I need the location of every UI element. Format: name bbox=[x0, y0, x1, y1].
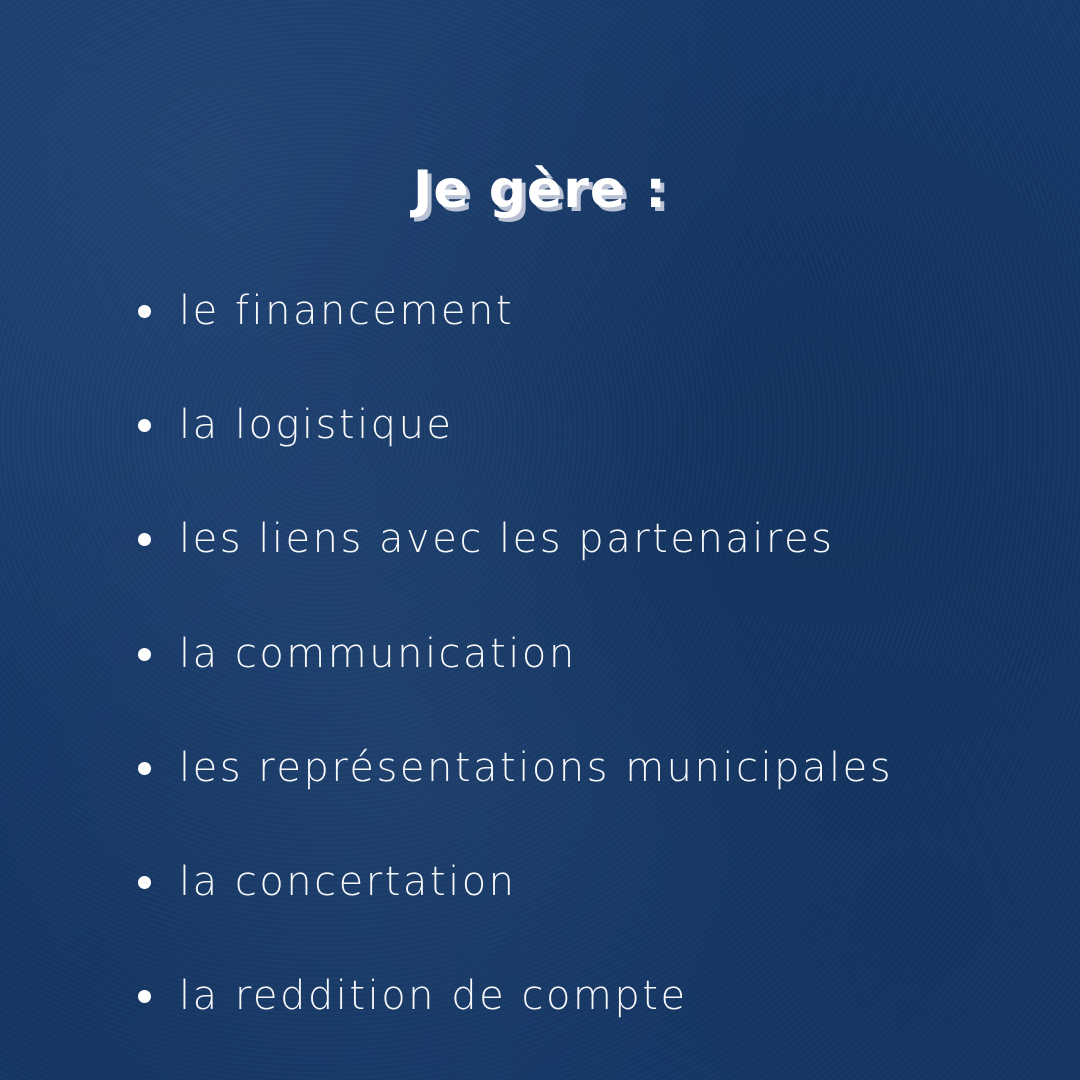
list-item bbox=[138, 509, 834, 569]
page-title: Je gère : bbox=[412, 160, 668, 220]
bullet-icon bbox=[138, 533, 151, 546]
list-item bbox=[138, 281, 514, 341]
list-item bbox=[138, 395, 454, 455]
list-item bbox=[138, 852, 517, 912]
list-item-label: la concertation bbox=[179, 859, 517, 905]
list-item bbox=[138, 966, 688, 1026]
bullet-icon bbox=[138, 648, 151, 661]
list-item bbox=[138, 624, 577, 684]
bullet-icon bbox=[138, 419, 151, 432]
bullet-icon bbox=[138, 305, 151, 318]
list-item-label: la communication bbox=[179, 631, 577, 677]
bullet-icon bbox=[138, 990, 151, 1003]
bullet-icon bbox=[138, 876, 151, 889]
list-item-label: les liens avec les partenaires bbox=[179, 516, 835, 562]
bullet-icon bbox=[138, 762, 151, 775]
list-item-label: les représentations municipales bbox=[179, 745, 894, 791]
list-item-label: la reddition de compte bbox=[179, 973, 688, 1019]
list-item-label: la logistique bbox=[179, 402, 454, 448]
list-item bbox=[138, 738, 893, 798]
list-item-label: le financement bbox=[179, 288, 515, 334]
